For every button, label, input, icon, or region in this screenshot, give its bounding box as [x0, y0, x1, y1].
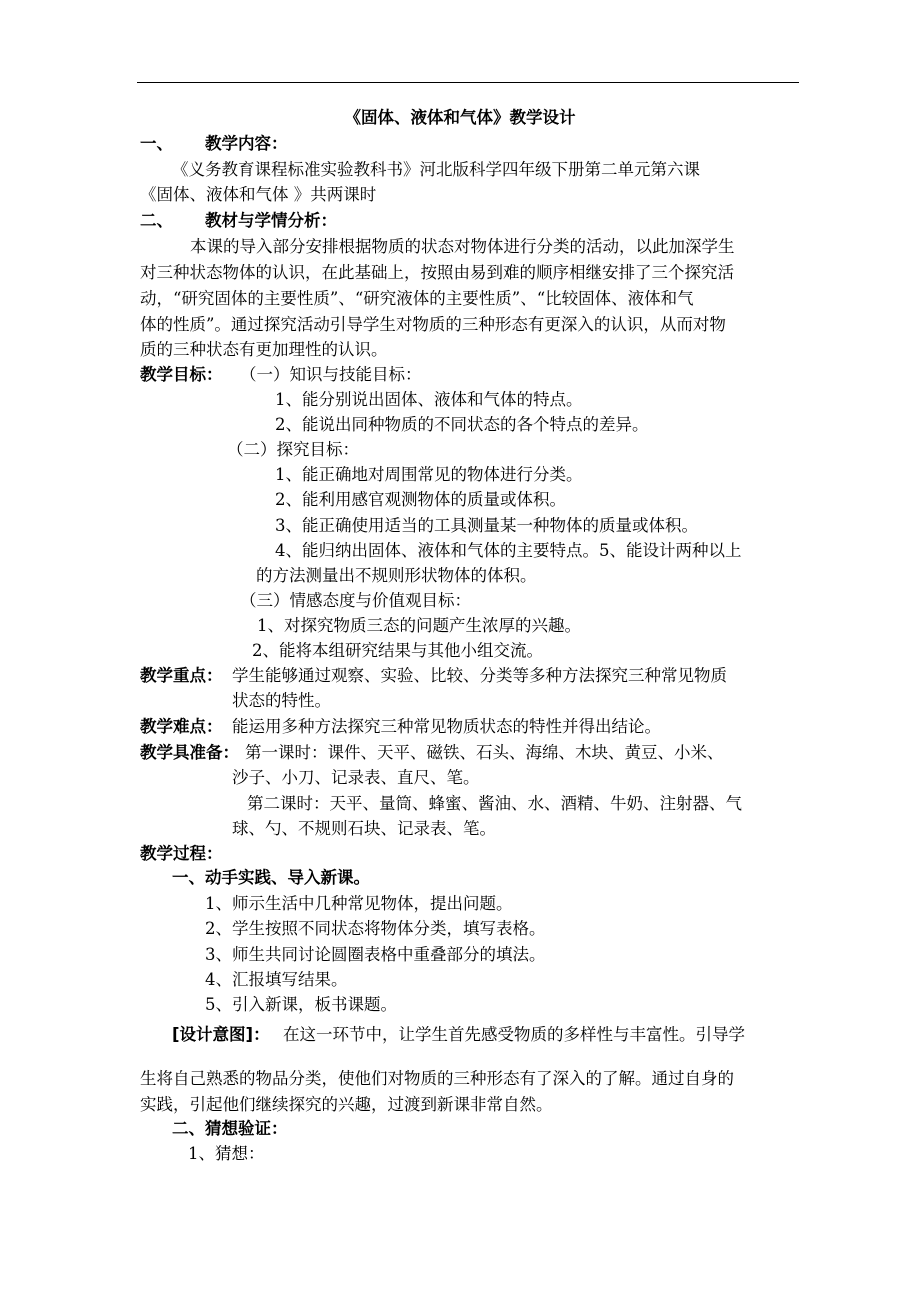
header-rule [137, 82, 799, 83]
step-item: 1、师示生活中几种常见物体，提出问题。 [205, 894, 513, 913]
step-1-title: 一、动手实践、导入新课。 [172, 868, 370, 887]
analysis-line: 动，“研究固体的主要性质”、“研究液体的主要性质”、“比较固体、液体和气 [140, 289, 694, 308]
step-item: 4、汇报填写结果。 [205, 970, 348, 989]
goal-item: 2、能利用感官观测物体的质量或体积。 [275, 490, 566, 509]
prep-text: 沙子、小刀、记录表、直尺、笔。 [232, 768, 480, 787]
page-title: 《固体、液体和气体》教学设计 [344, 108, 576, 127]
key-point-text: 状态的特性。 [232, 691, 331, 710]
goal-item: 2、能将本组研究结果与其他小组交流。 [252, 641, 543, 660]
step-2-title: 二、猜想验证： [172, 1119, 288, 1138]
prep-label: 教学具准备： [140, 743, 239, 762]
step-item: 1、猜想： [188, 1144, 265, 1163]
goals-1-title: （一）知识与技能目标： [240, 365, 422, 384]
design-intent-text: 生将自己熟悉的物品分类，使他们对物质的三种形态有了深入的了解。通过自身的 [140, 1069, 734, 1088]
difficulty-label: 教学难点： [140, 717, 223, 736]
prep-text: 球、勺、不规则石块、记录表、笔。 [232, 819, 496, 838]
section-1-heading: 教学内容： [205, 134, 288, 153]
design-intent-text: 在这一环节中，让学生首先感受物质的多样性与丰富性。引导学 [283, 1025, 745, 1044]
analysis-line: 对三种状态物体的认识，在此基础上，按照由易到难的顺序相继安排了三个探究活 [140, 263, 734, 282]
design-intent-label: [设计意图]： [172, 1025, 270, 1044]
goal-item: 的方法测量出不规则形状物体的体积。 [256, 566, 537, 585]
analysis-line: 本课的导入部分安排根据物质的状态对物体进行分类的活动，以此加深学生 [190, 237, 735, 256]
key-point-label: 教学重点： [140, 666, 223, 685]
prep-text: 第二课时：天平、量筒、蜂蜜、酱油、水、酒精、牛奶、注射器、气 [247, 794, 742, 813]
design-intent-text: 实践，引起他们继续探究的兴趣，过渡到新课非常自然。 [140, 1095, 553, 1114]
goal-item: 4、能归纳出固体、液体和气体的主要特点。5、能设计两种以上 [275, 541, 742, 560]
difficulty-text: 能运用多种方法探究三种常见物质状态的特性并得出结论。 [232, 717, 661, 736]
content-line-2: 《固体、液体和气体 》共两课时 [140, 185, 377, 204]
process-label: 教学过程： [140, 844, 223, 863]
step-item: 5、引入新课，板书课题。 [205, 995, 397, 1014]
key-point-text: 学生能够通过观察、实验、比较、分类等多种方法探究三种常见物质 [232, 666, 727, 685]
goal-item: 2、能说出同种物质的不同状态的各个特点的差异。 [275, 415, 649, 434]
step-item: 2、学生按照不同状态将物体分类，填写表格。 [205, 919, 546, 938]
section-2-number: 二、 [140, 211, 173, 230]
analysis-line: 体的性质”。通过探究活动引导学生对物质的三种形态有更深入的认识，从而对物 [140, 315, 726, 334]
goals-label: 教学目标： [140, 365, 223, 384]
step-item: 3、师生共同讨论圆圈表格中重叠部分的填法。 [205, 945, 546, 964]
section-2-heading: 教材与学情分析： [205, 211, 337, 230]
goal-item: 3、能正确使用适当的工具测量某一种物体的质量或体积。 [275, 516, 698, 535]
goals-3-title: （三）情感态度与价值观目标： [240, 591, 471, 610]
goals-2-title: （二）探究目标： [227, 440, 359, 459]
content-line-1: 《义务教育课程标准实验教科书》河北版科学四年级下册第二单元第六课 [172, 160, 700, 179]
section-1-number: 一、 [140, 134, 173, 153]
goal-item: 1、能正确地对周围常见的物体进行分类。 [275, 465, 583, 484]
goal-item: 1、对探究物质三态的问题产生浓厚的兴趣。 [257, 616, 581, 635]
goal-item: 1、能分别说出固体、液体和气体的特点。 [275, 390, 583, 409]
prep-text: 第一课时：课件、天平、磁铁、石头、海绵、木块、黄豆、小米、 [245, 743, 724, 762]
analysis-line: 质的三种状态有更加理性的认识。 [140, 340, 388, 359]
